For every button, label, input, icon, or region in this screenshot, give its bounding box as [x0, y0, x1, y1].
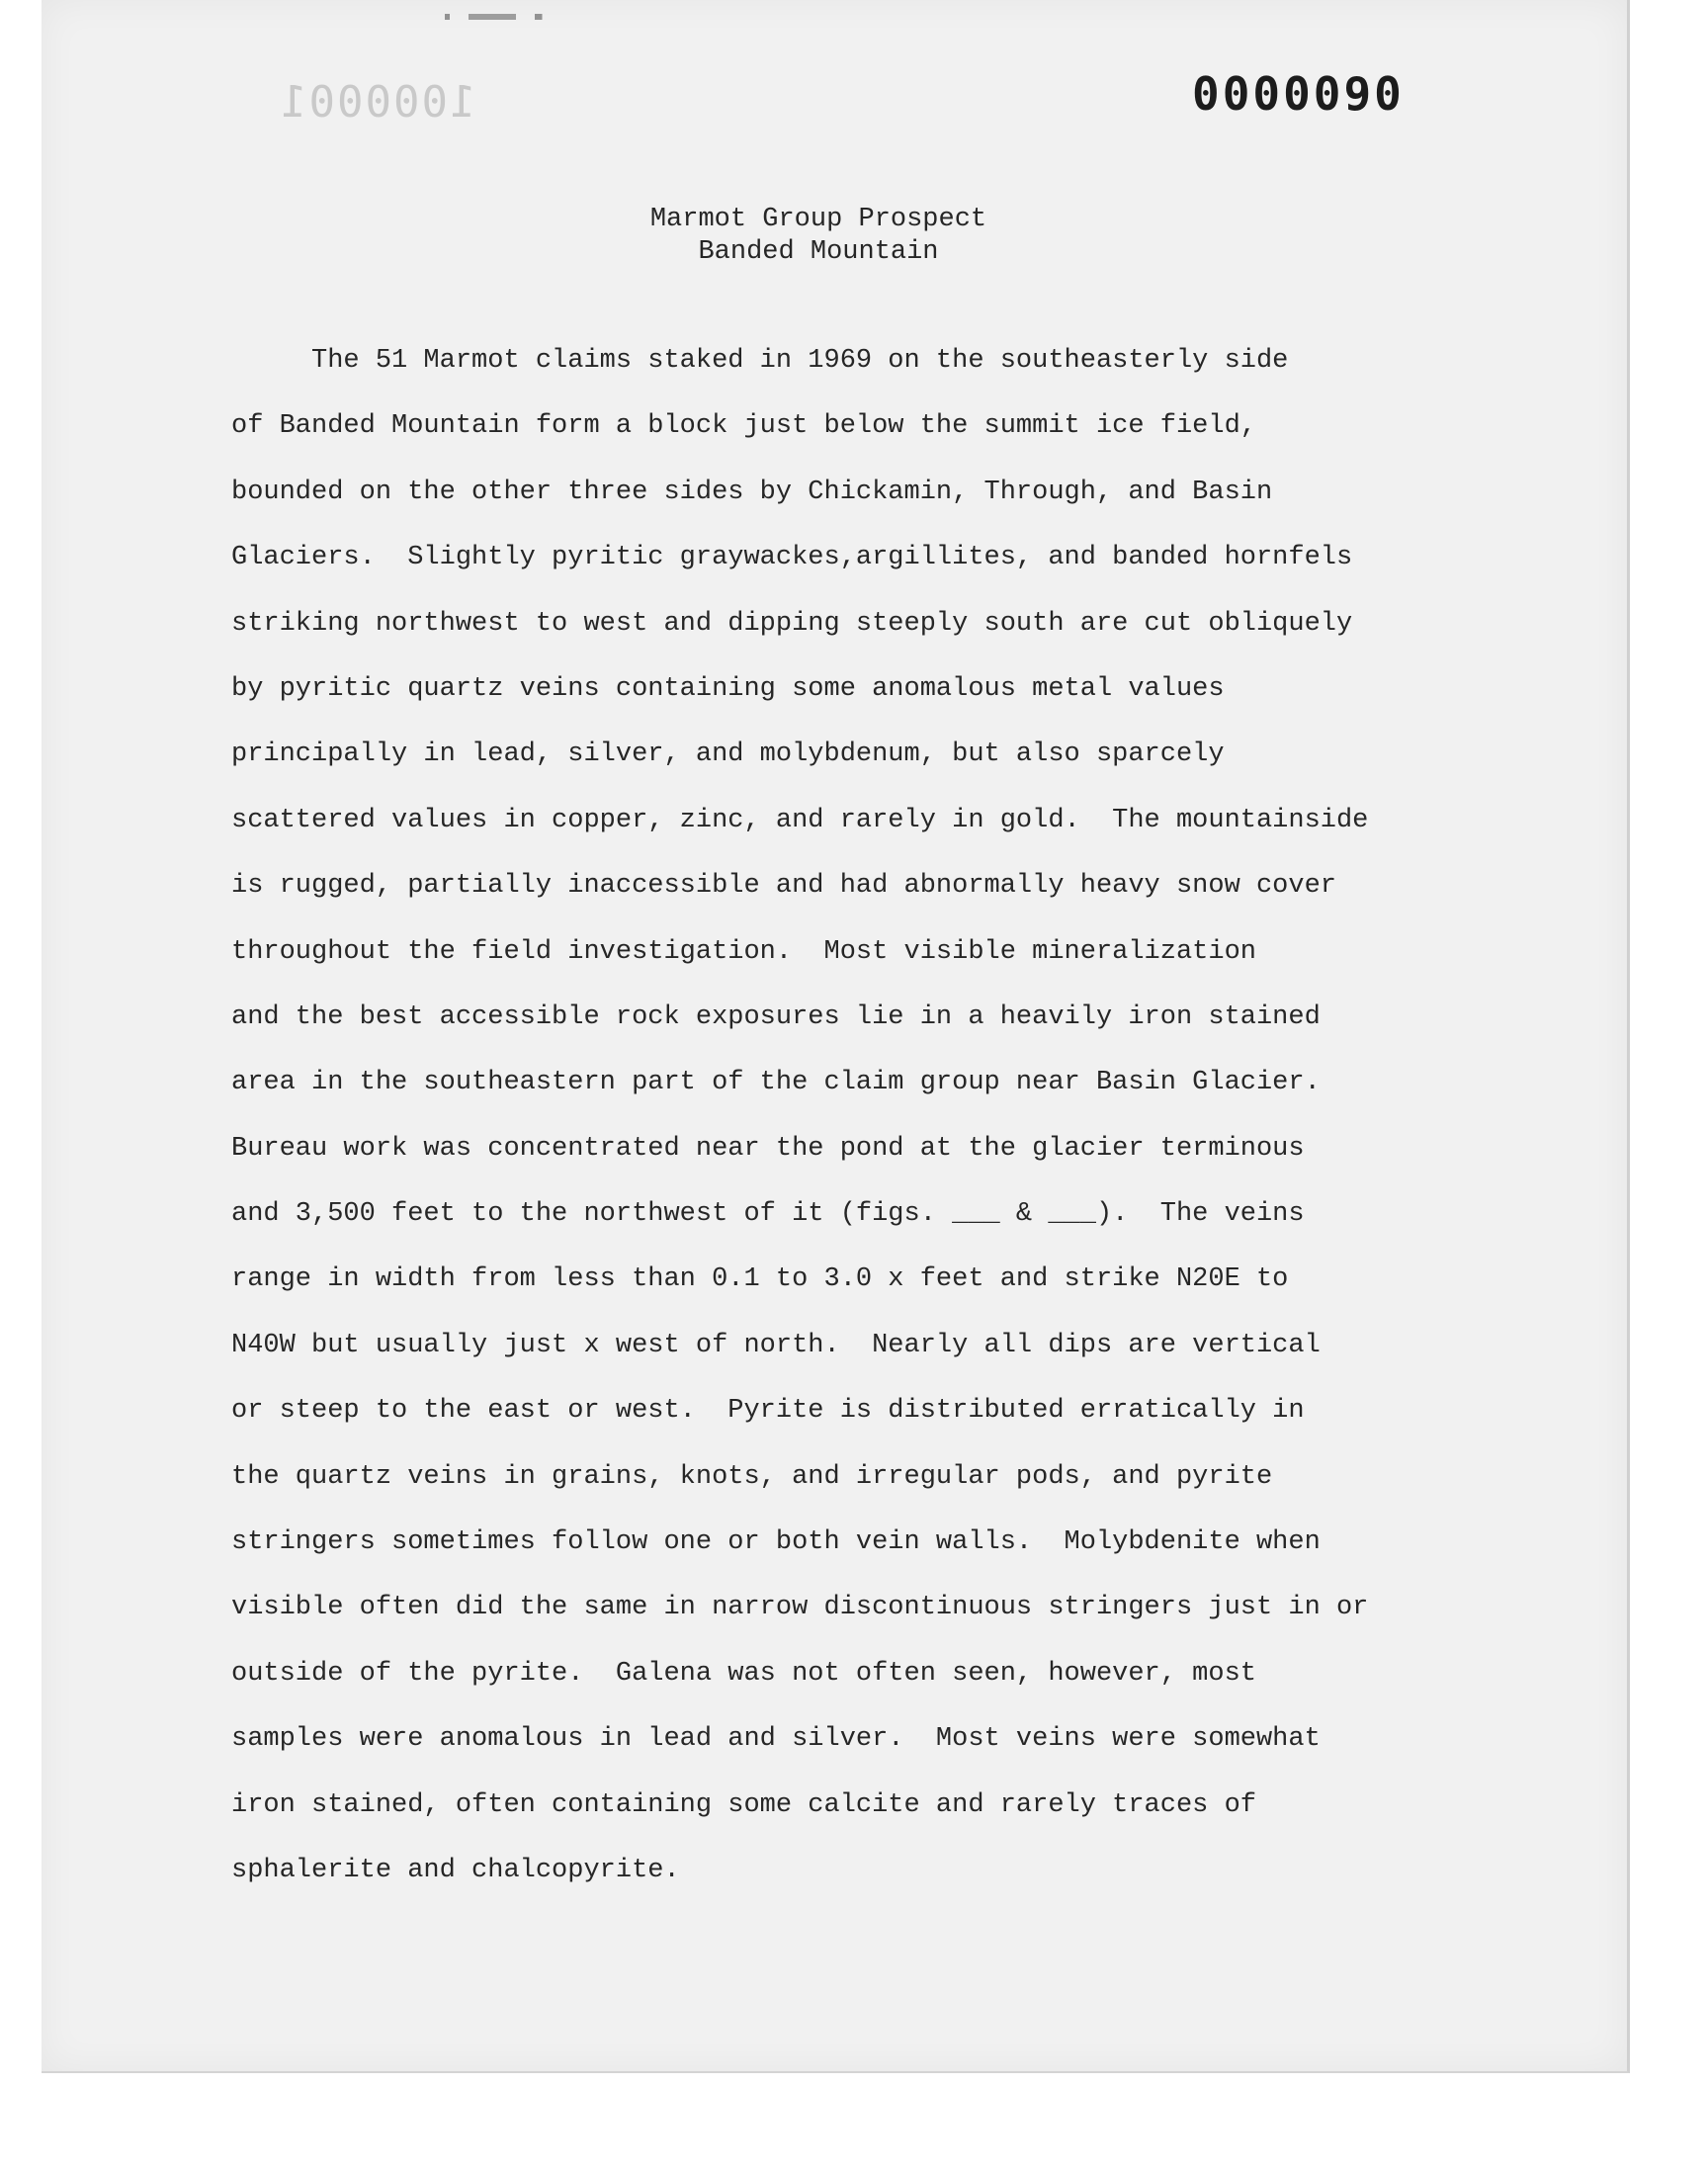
body-line: range in width from less than 0.1 to 3.0 x feet and strike N20E to	[231, 1264, 1289, 1295]
body-line: stringers sometimes follow one or both vein walls. Molybdenite when	[231, 1527, 1321, 1558]
body-line: Glaciers. Slightly pyritic graywackes,argillites, and banded hornfels	[231, 543, 1353, 573]
body-line: of Banded Mountain form a block just below the summit ice field,	[231, 411, 1256, 442]
body-line: bounded on the other three sides by Chickamin, Through, and Basin	[231, 477, 1273, 507]
document-subtitle: Banded Mountain	[698, 237, 939, 267]
body-line: The 51 Marmot claims staked in 1969 on the southeasterly side	[231, 346, 1289, 376]
bates-number: 0000090	[1192, 67, 1405, 121]
body-line: area in the southeastern part of the claim group near Basin Glacier.	[231, 1068, 1321, 1098]
body-line: samples were anomalous in lead and silver. Most veins were somewhat	[231, 1724, 1321, 1755]
body-line: is rugged, partially inaccessible and had abnormally heavy snow cover	[231, 871, 1336, 902]
bleed-through-number: 1000001	[279, 77, 476, 128]
body-line: iron stained, often containing some calcite and rarely traces of	[231, 1789, 1256, 1820]
body-line: and 3,500 feet to the northwest of it (figs. ___ & ___). The veins	[231, 1199, 1305, 1230]
body-paragraph	[231, 328, 1477, 1903]
body-line: or steep to the east or west. Pyrite is distributed erratically in	[231, 1396, 1305, 1427]
scan-marks	[433, 14, 552, 20]
body-line: scattered values in copper, zinc, and rarely in gold. The mountainside	[231, 805, 1369, 835]
body-line: visible often did the same in narrow discontinuous stringers just in or	[231, 1593, 1369, 1623]
body-line: striking northwest to west and dipping steeply south are cut obliquely	[231, 608, 1353, 639]
body-line: Bureau work was concentrated near the pond at the glacier terminous	[231, 1133, 1305, 1164]
body-line: outside of the pyrite. Galena was not often seen, however, most	[231, 1658, 1256, 1689]
body-line: the quartz veins in grains, knots, and irregular pods, and pyrite	[231, 1461, 1273, 1492]
body-line: principally in lead, silver, and molybdenum, but also sparcely	[231, 740, 1225, 770]
body-line: throughout the field investigation. Most visible mineralization	[231, 936, 1256, 967]
body-line: N40W but usually just x west of north. Nearly all dips are vertical	[231, 1330, 1321, 1360]
document-title: Marmot Group Prospect	[649, 205, 987, 234]
body-line: and the best accessible rock exposures lie in a heavily iron stained	[231, 1001, 1321, 1032]
document-page	[42, 0, 1630, 2073]
body-line: sphalerite and chalcopyrite.	[231, 1855, 680, 1885]
body-line: by pyritic quartz veins containing some anomalous metal values	[231, 673, 1225, 704]
